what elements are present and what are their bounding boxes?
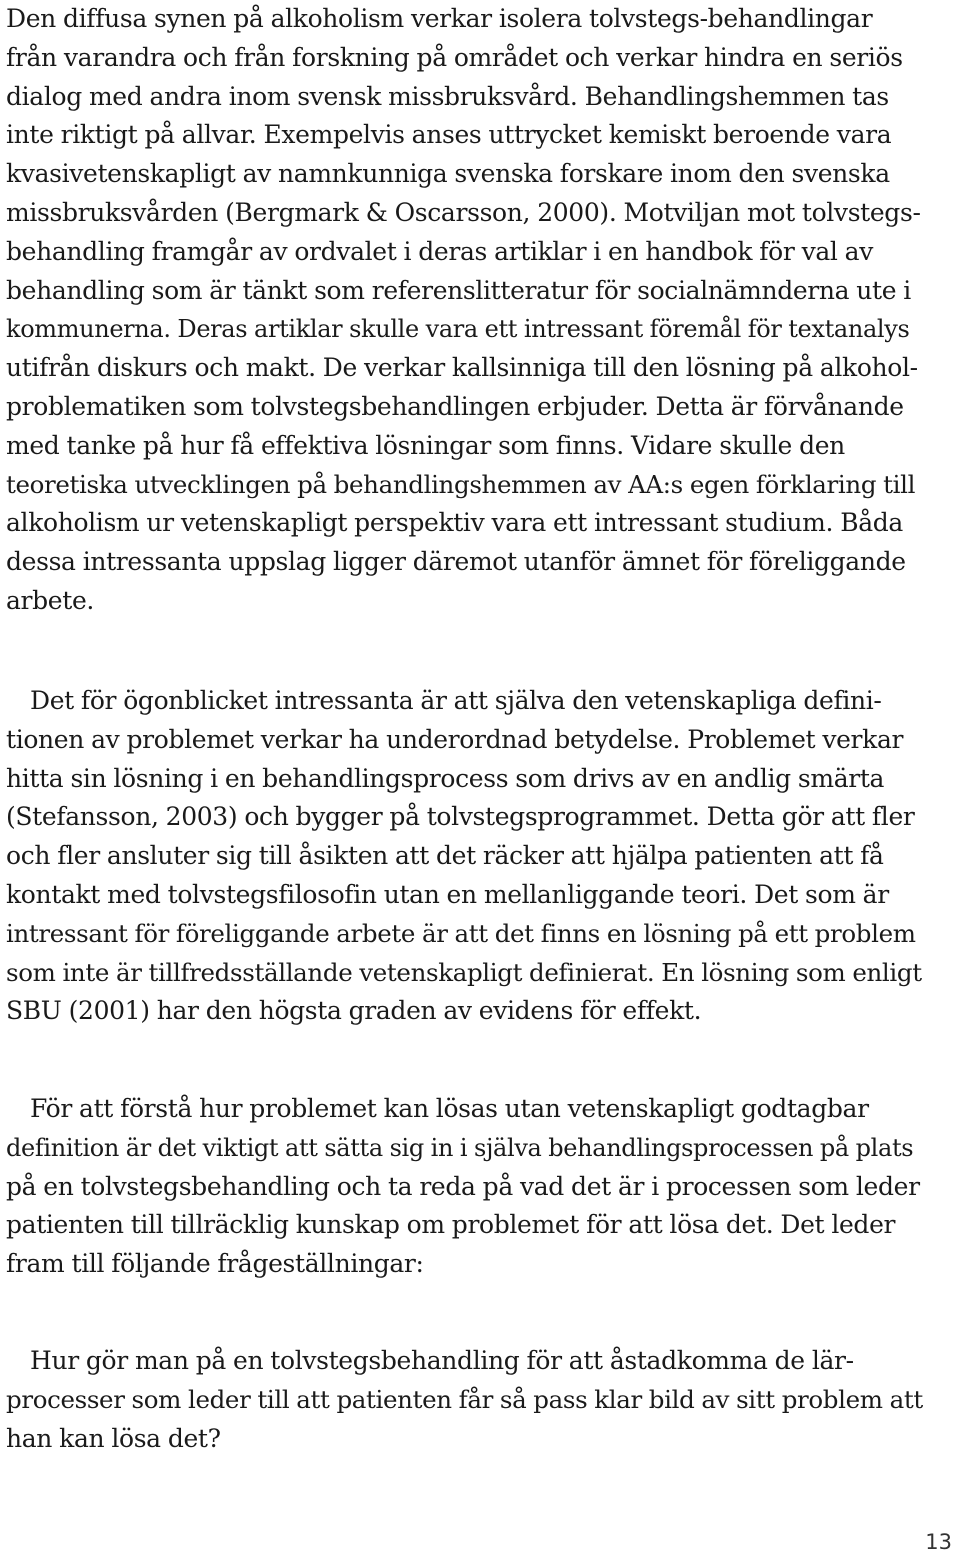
text-line: med tanke på hur få effektiva lösningar som finns. Vidare skulle den (6, 430, 845, 460)
text-line: tionen av problemet verkar ha underordnad betydelse. Problemet verkar (6, 724, 904, 754)
text-line: missbruksvården (Bergmark & Oscarsson, 2000). Motviljan mot tolvstegs- (6, 197, 921, 227)
text-line: behandling framgår av ordvalet i deras artiklar i en handbok för val av (6, 236, 873, 266)
paragraph-3 (6, 1090, 926, 1284)
paragraph-2 (6, 682, 926, 1031)
text-line: från varandra och från forskning på området och verkar hindra en seriös (6, 42, 903, 72)
text-line: teoretiska utvecklingen på behandlingshemmen av AA:s egen förklaring till (6, 469, 916, 499)
text-line: kommunerna. Deras artiklar skulle vara ett intressant föremål för textanalys (6, 315, 910, 344)
text-line: och fler ansluter sig till åsikten att det räcker att hjälpa patienten att få (6, 841, 884, 871)
page-number: 13 (925, 1530, 952, 1554)
text-line: arbete. (6, 585, 94, 615)
text-line: som inte är tillfredsställande vetenskapligt definierat. En lösning som enligt (6, 957, 922, 987)
text-line: intressant för föreliggande arbete är att det finns en lösning på ett problem (6, 918, 916, 948)
text-line: hitta sin lösning i en behandlingsprocess som drivs av en andlig smärta (6, 763, 885, 793)
text-line: patienten till tillräcklig kunskap om problemet för att lösa det. Det leder (6, 1210, 896, 1240)
text-line: han kan lösa det? (6, 1423, 221, 1453)
text-line: kontakt med tolvstegsfilosofin utan en mellanliggande teori. Det som är (6, 879, 889, 909)
text-line: alkoholism ur vetenskapligt perspektiv vara ett intressant studium. Båda (6, 508, 903, 538)
text-line: Det för ögonblicket intressanta är att själva den vetenskapliga defini- (30, 686, 882, 715)
text-line: inte riktigt på allvar. Exempelvis anses uttrycket kemiskt beroende vara (6, 120, 892, 150)
text-line: För att förstå hur problemet kan lösas utan vetenskapligt godtagbar (30, 1094, 869, 1123)
text-line: definition är det viktigt att sätta sig in i själva behandlingsprocessen på plats (6, 1133, 914, 1162)
text-line: SBU (2001) har den högsta graden av evidens för effekt. (6, 996, 702, 1026)
research-question (6, 1342, 926, 1458)
text-line: (Stefansson, 2003) och bygger på tolvstegsprogrammet. Detta gör att fler (6, 802, 915, 832)
text-line: problematiken som tolvstegsbehandlingen erbjuder. Detta är förvånande (6, 391, 904, 421)
text-line: dialog med andra inom svensk missbruksvård. Behandlingshemmen tas (6, 81, 889, 111)
paragraph-1 (6, 0, 926, 621)
text-line: fram till följande frågeställningar: (6, 1249, 424, 1279)
text-line: kvasivetenskapligt av namnkunniga svenska forskare inom den svenska (6, 159, 890, 189)
text-line: utifrån diskurs och makt. De verkar kallsinniga till den lösning på alkohol- (6, 353, 918, 383)
text-line: processer som leder till att patienten får så pass klar bild av sitt problem att (6, 1384, 923, 1414)
text-line: på en tolvstegsbehandling och ta reda på vad det är i processen som leder (6, 1171, 920, 1201)
text-line: behandling som är tänkt som referenslitteratur för socialnämnderna ute i (6, 275, 911, 305)
text-line: dessa intressanta uppslag ligger däremot utanför ämnet för föreliggande (6, 547, 906, 577)
text-line: Hur gör man på en tolvstegsbehandling för att åstadkomma de lär- (30, 1346, 854, 1375)
text-line: Den diffusa synen på alkoholism verkar isolera tolvstegs-behandlingar (6, 4, 873, 33)
